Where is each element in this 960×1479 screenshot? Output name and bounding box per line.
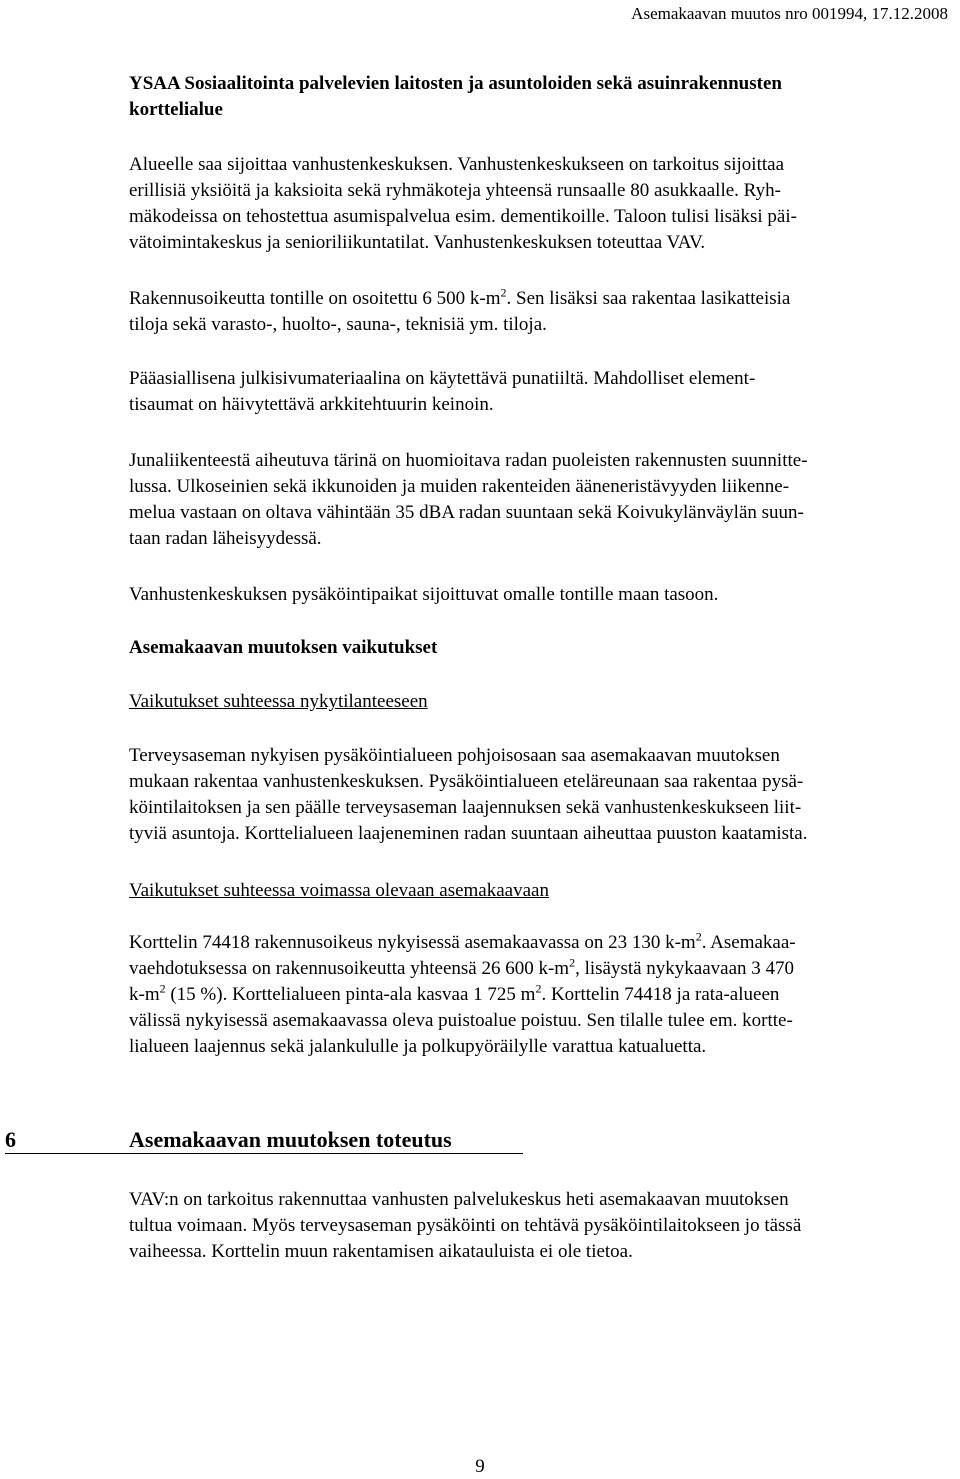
ysaa-paragraph-2 [129,286,955,338]
text-line: Terveysaseman nykyisen pysäköintialueen pohjoisosaan saa asemakaavan muutoksen [129,745,780,766]
superscript: 2 [535,981,542,996]
text-line: melua vastaan on oltava vähintään 35 dBA radan suuntaan sekä Koivukylänväylän suun- [129,502,804,523]
ysaa-paragraph-3 [129,366,955,418]
text-line [129,956,955,982]
text-line [129,930,955,956]
text-segment: , lisäystä nykykaavaan 3 470 [575,958,795,979]
section-title: Asemakaavan muutoksen toteutus [129,1127,452,1152]
impacts-subheading-plan [129,878,955,904]
running-header: Asemakaavan muutos nro 001994, 17.12.2008 [631,4,948,23]
ysaa-title-line: YSAA Sosiaalitointa palvelevien laitosten ja asuntoloiden sekä asuinrakennusten [129,73,782,94]
subheading-text: Vaikutukset suhteessa voimassa olevaan asemakaavaan [129,880,549,901]
text-line: välissä nykyisessä asemakaavassa oleva puistoalue poistuu. Sen tilalle tulee em. kortte- [129,1010,793,1031]
heading-text: Asemakaavan muutoksen vaikutukset [129,637,438,658]
text-line: VAV:n on tarkoitus rakennuttaa vanhusten palvelukeskus heti asemakaavan muutoksen [129,1189,789,1210]
superscript: 2 [569,955,576,970]
text-segment: vaehdotuksessa on rakennusoikeutta yhteensä 26 600 k-m [129,958,570,979]
impacts-subheading-current [129,689,955,715]
ysaa-paragraph-5 [129,582,955,608]
section-underline [5,1153,523,1154]
text-segment: . Korttelin 74418 ja rata-alueen [541,984,780,1005]
text-line: taan radan läheisyydessä. [129,528,322,549]
superscript: 2 [695,929,702,944]
section6-paragraph [129,1187,955,1265]
impacts-heading [129,635,955,661]
text-line: vätoimintakeskus ja senioriliikuntatilat. Vanhustenkeskuksen toteuttaa VAV. [129,232,706,253]
impacts-paragraph-2 [129,930,955,1060]
subheading-text: Vaikutukset suhteessa nykytilanteeseen [129,691,428,712]
text-line: köintilaitoksen ja sen päälle terveysaseman laajennuksen sekä vanhustenkeskukseen liit- [129,797,802,818]
text-line: mäkodeissa on tehostettua asumispalvelua esim. dementikoille. Taloon tulisi lisäksi päi- [129,206,797,227]
text-segment: . Asemakaa- [701,932,796,953]
impacts-paragraph-1 [129,743,955,847]
superscript: 2 [500,285,507,300]
ysaa-paragraph-1 [129,152,955,256]
text-line [129,286,955,312]
text-line: lialueen laajennus sekä jalankululle ja polkupyöräilylle varattua katualuetta. [129,1036,707,1057]
text-line: lussa. Ulkoseinien sekä ikkunoiden ja muiden rakenteiden ääneneristävyyden liikenne- [129,476,790,497]
text-segment: (15 %). Korttelialueen pinta-ala kasvaa 1 725 m [165,984,536,1005]
ysaa-paragraph-4 [129,448,955,552]
text-segment: Korttelin 74418 rakennusoikeus nykyisessä asemakaavassa on 23 130 k-m [129,932,696,953]
text-line: tiloja sekä varasto-, huolto-, sauna-, teknisiä ym. tiloja. [129,314,547,335]
text-line: Vanhustenkeskuksen pysäköintipaikat sijoittuvat omalle tontille maan tasoon. [129,584,719,605]
text-line: erillisiä yksiöitä ja kaksioita sekä ryhmäkoteja yhteensä runsaalle 80 asukkaalle. Ryh- [129,180,781,201]
page-number: 9 [475,1456,485,1477]
text-segment: . Sen lisäksi saa rakentaa lasikatteisia [506,288,791,309]
text-segment: Rakennusoikeutta tontille on osoitettu 6 500 k-m [129,288,501,309]
section-number: 6 [5,1127,16,1152]
ysaa-title-line: korttelialue [129,99,223,120]
text-line: vaiheessa. Korttelin muun rakentamisen aikatauluista ei ole tietoa. [129,1241,633,1262]
text-line: tisaumat on häivytettävä arkkitehtuurin keinoin. [129,394,494,415]
text-line: tyviä asuntoja. Korttelialueen laajeneminen radan suuntaan aiheuttaa puuston kaatamista. [129,823,808,844]
text-line: mukaan rakentaa vanhustenkeskuksen. Pysäköintialueen eteläreunaan saa rakentaa pysä- [129,771,804,792]
text-line: tultua voimaan. Myös terveysaseman pysäköinti on tehtävä pysäköintilaitokseen jo tässä [129,1215,802,1236]
text-line: Alueelle saa sijoittaa vanhustenkeskuksen. Vanhustenkeskukseen on tarkoitus sijoittaa [129,154,785,175]
text-line: Pääasiallisena julkisivumateriaalina on käytettävä punatiiltä. Mahdolliset element- [129,368,756,389]
text-segment: k-m [129,984,160,1005]
text-line: Junaliikenteestä aiheutuva tärinä on huomioitava radan puoleisten rakennusten suunnitte- [129,450,808,471]
text-line [129,982,955,1008]
ysaa-title [129,71,955,123]
superscript: 2 [159,981,166,996]
